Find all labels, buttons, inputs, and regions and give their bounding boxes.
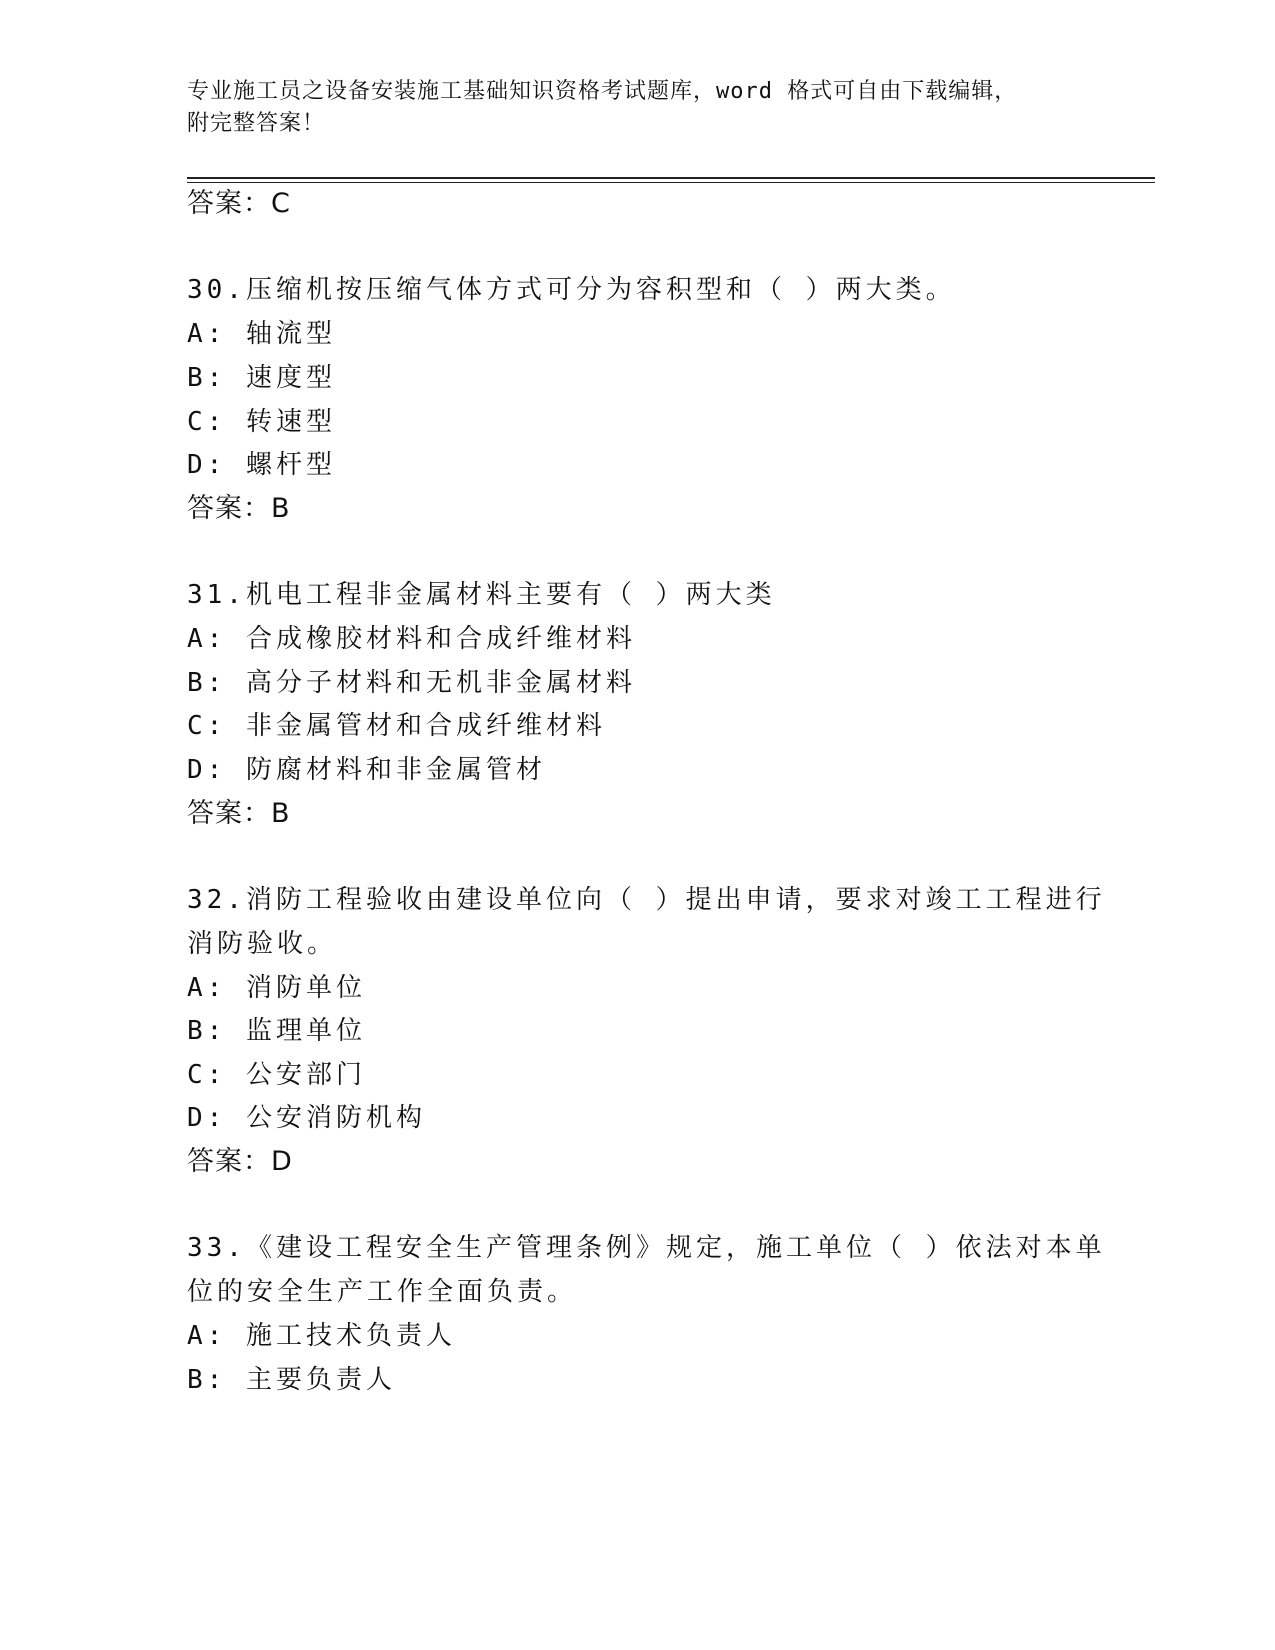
- header-divider-thin: [187, 182, 1155, 183]
- question-31-option-c: C: 非金属管材和合成纤维材料: [187, 711, 606, 741]
- question-32-option-d: D: 公安消防机构: [187, 1103, 426, 1133]
- question-30-stem: 30.压缩机按压缩气体方式可分为容积型和（ ）两大类。: [187, 275, 956, 305]
- header-line-2: 附完整答案！: [187, 111, 326, 136]
- question-32-option-a: A: 消防单位: [187, 973, 366, 1003]
- question-33-stem-line-2: 位的安全生产工作全面负责。: [187, 1277, 578, 1307]
- question-30-answer: 答案：B: [187, 493, 291, 524]
- question-32-option-b: B: 监理单位: [187, 1016, 366, 1046]
- question-33-option-a: A: 施工技术负责人: [187, 1321, 456, 1351]
- question-30-option-c: C: 转速型: [187, 407, 336, 437]
- header-divider: [187, 177, 1155, 179]
- question-31-option-d: D: 防腐材料和非金属管材: [187, 755, 546, 785]
- question-31-stem: 31.机电工程非金属材料主要有（ ）两大类: [187, 580, 776, 610]
- page-header: [187, 76, 1087, 140]
- question-33-stem-line-1: 33.《建设工程安全生产管理条例》规定，施工单位（ ）依法对本单: [187, 1233, 1106, 1263]
- question-32-answer: 答案：D: [187, 1146, 293, 1177]
- question-31-answer: 答案：B: [187, 798, 291, 829]
- answer-previous: 答案：C: [187, 188, 291, 219]
- question-32-stem-line-1: 32.消防工程验收由建设单位向（ ）提出申请，要求对竣工工程进行: [187, 885, 1106, 915]
- question-32-stem-line-2: 消防验收。: [187, 929, 338, 959]
- header-line-1: 专业施工员之设备安装施工基础知识资格考试题库，word 格式可自由下载编辑，: [187, 79, 1018, 104]
- question-33-option-b: B: 主要负责人: [187, 1365, 396, 1395]
- question-30-option-d: D: 螺杆型: [187, 450, 336, 480]
- question-32-option-c: C: 公安部门: [187, 1060, 366, 1090]
- question-31-option-b: B: 高分子材料和无机非金属材料: [187, 668, 636, 698]
- question-31-option-a: A: 合成橡胶材料和合成纤维材料: [187, 624, 636, 654]
- question-30-option-b: B: 速度型: [187, 363, 336, 393]
- question-30-option-a: A: 轴流型: [187, 319, 336, 349]
